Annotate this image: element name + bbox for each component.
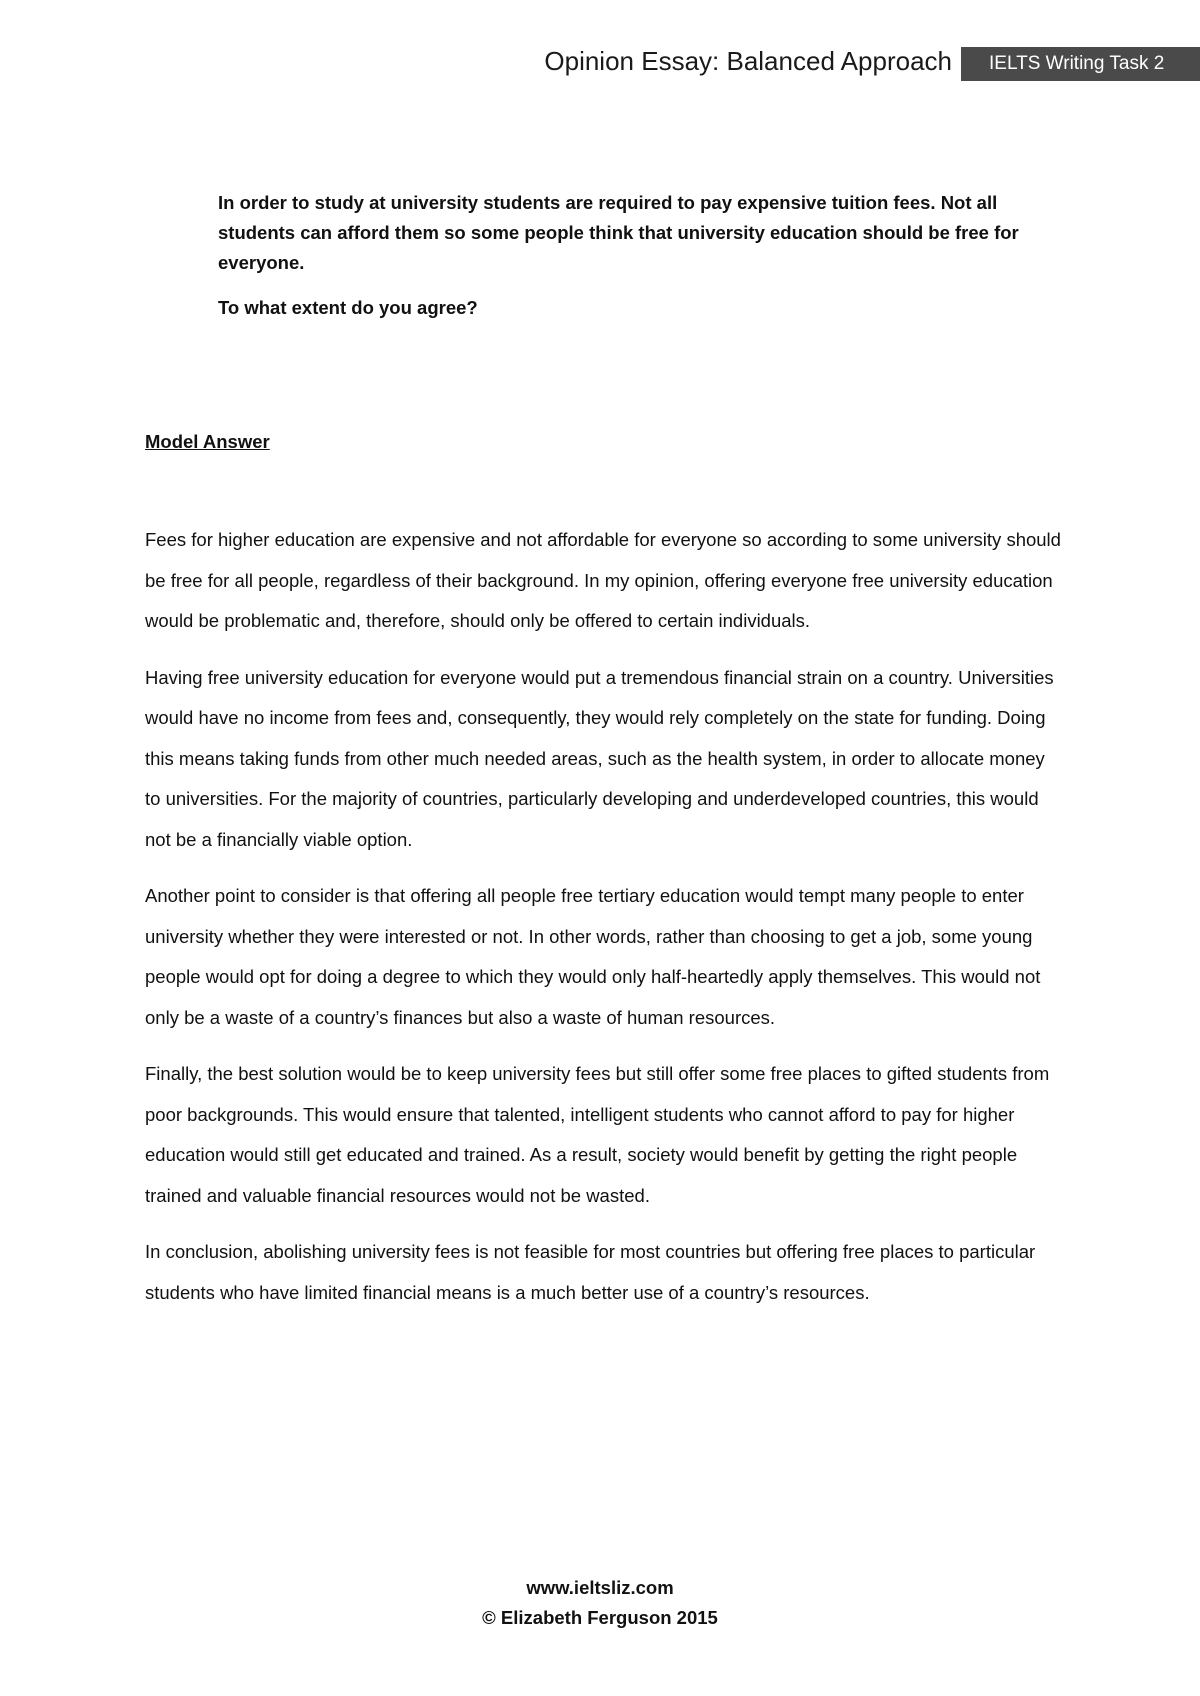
essay-question	[218, 188, 1068, 323]
essay-body	[145, 520, 1065, 1329]
essay-paragraph-body-2: Another point to consider is that offering all people free tertiary education would tempt many people to enter university whether they were interested or not. In other words, rather than choosing to get a job, some young people would opt for doing a degree to which they would only half-heartedly apply themselves. This would not only be a waste of a country’s finances but also a waste of human resources.	[145, 885, 1041, 1028]
page-footer	[0, 1573, 1200, 1633]
footer-copyright: © Elizabeth Ferguson 2015	[482, 1607, 718, 1628]
page-header	[0, 42, 1200, 86]
question-prompt: In order to study at university students are required to pay expensive tuition fees. Not all students can afford them so some people think that university education should be free for everyone.	[218, 192, 1019, 273]
document-title: Opinion Essay: Balanced Approach	[544, 46, 952, 76]
task-tag: IELTS Writing Task 2	[961, 47, 1200, 81]
essay-paragraph-conclusion: In conclusion, abolishing university fees is not feasible for most countries but offering free places to particular students who have limited financial means is a much better use of a country’s resources.	[145, 1241, 1036, 1303]
question-instruction: To what extent do you agree?	[218, 297, 478, 318]
essay-paragraph-introduction: Fees for higher education are expensive and not affordable for everyone so according to some university should be free for all people, regardless of their background. In my opinion, offering everyone free university education would be problematic and, therefore, should only be offered to certain individuals.	[145, 529, 1061, 631]
essay-paragraph-body-3: Finally, the best solution would be to keep university fees but still offer some free places to gifted students from poor backgrounds. This would ensure that talented, intelligent students who cannot afford to pay for higher education would still get educated and trained. As a result, society would benefit by getting the right people trained and valuable financial resources would not be wasted.	[145, 1063, 1050, 1206]
footer-website: www.ieltsliz.com	[526, 1577, 674, 1598]
essay-paragraph-body-1: Having free university education for everyone would put a tremendous financial strain on a country. Universities would have no income from fees and, consequently, they would rely completely on the state for funding. Doing this means taking funds from other much needed areas, such as the health system, in order to allocate money to universities. For the majority of countries, particularly developing and underdeveloped countries, this would not be a financially viable option.	[145, 666, 1054, 850]
model-answer-heading: Model Answer	[145, 431, 270, 452]
